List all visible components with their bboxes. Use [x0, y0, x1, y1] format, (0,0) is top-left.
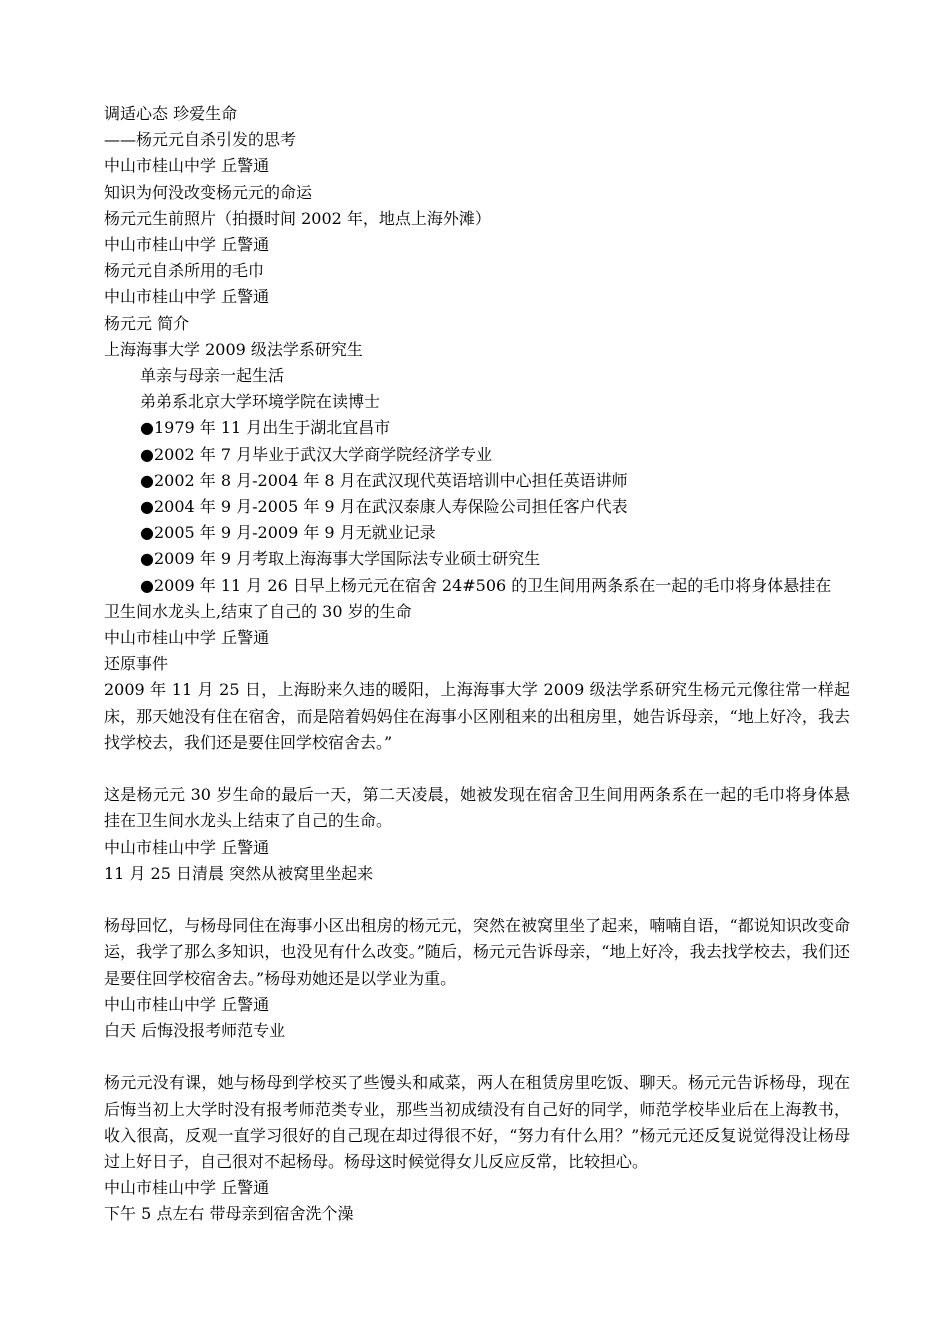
author-line: 中山市桂山中学 丘警通 — [104, 1178, 270, 1198]
author-line: 中山市桂山中学 丘警通 — [104, 156, 270, 176]
photo-caption: 杨元元自杀所用的毛巾 — [104, 261, 265, 281]
section-heading: 知识为何没改变杨元元的命运 — [104, 182, 313, 202]
bullet-item: ●2009 年 9 月考取上海海事大学国际法专业硕士研究生 — [140, 549, 541, 569]
body-paragraph: 这是杨元元 30 岁生命的最后一天，第二天凌晨，她被发现在宿舍卫生间用两条系在一起的毛巾将身体悬挂在卫生间水龙头上结束了自己的生命。 — [104, 785, 850, 831]
profile-line: 弟弟系北京大学环境学院在读博士 — [140, 392, 381, 412]
author-line: 中山市桂山中学 丘警通 — [104, 628, 270, 648]
author-line: 中山市桂山中学 丘警通 — [104, 837, 270, 857]
body-paragraph: 2009 年 11 月 25 日，上海盼来久违的暖阳，上海海事大学 2009 级法学系研究生杨元元像往常一样起床，那天她没有住在宿舍，而是陪着妈妈住在海事小区刚租来的出租房里，她告诉母亲，“地上好冷，我去找学校去，我们还是要住回学校宿舍去。” — [104, 680, 850, 752]
bullet-item: ●2002 年 7 月毕业于武汉大学商学院经济学专业 — [140, 444, 493, 464]
bullet-item-continuation: 卫生间水龙头上,结束了自己的 30 岁的生命 — [104, 601, 412, 621]
document-title: 调适心态 珍爱生命 — [104, 104, 238, 123]
section-heading: 11 月 25 日清晨 突然从被窝里坐起来 — [104, 863, 374, 883]
section-heading: 还原事件 — [104, 654, 169, 674]
section-heading: 白天 后悔没报考师范专业 — [104, 1021, 286, 1041]
section-heading: 杨元元 简介 — [104, 313, 190, 333]
author-line: 中山市桂山中学 丘警通 — [104, 994, 270, 1014]
bullet-item: ●2009 年 11 月 26 日早上杨元元在宿舍 24#506 的卫生间用两条系在一起的毛巾将身体悬挂在 — [140, 575, 832, 595]
author-line: 中山市桂山中学 丘警通 — [104, 287, 270, 307]
bullet-item: ●1979 年 11 月出生于湖北宜昌市 — [140, 418, 391, 438]
author-line: 中山市桂山中学 丘警通 — [104, 235, 270, 255]
bullet-item: ●2005 年 9 月-2009 年 9 月无就业记录 — [140, 523, 436, 543]
document-page — [104, 101, 850, 1228]
section-heading: 下午 5 点左右 带母亲到宿舍洗个澡 — [104, 1204, 354, 1224]
paragraph-gap — [104, 887, 850, 913]
body-paragraph: 杨元元没有课，她与杨母到学校买了些馒头和咸菜，两人在租赁房里吃饭、聊天。杨元元告诉杨母，现在后悔当初上大学时没有报考师范类专业，那些当初成绩没有自己好的同学，师范学校毕业后在上海教书，收入很高，反观一直学习很好的自己现在却过得很不好，“努力有什么用？”杨元元还反复说觉得没让杨母过上好日子，自己很对不起杨母。杨母这时候觉得女儿反应反常，比较担心。 — [104, 1073, 850, 1172]
paragraph-gap — [104, 1044, 850, 1070]
bullet-item: ●2004 年 9 月-2005 年 9 月在武汉泰康人寿保险公司担任客户代表 — [140, 497, 628, 517]
body-paragraph: 杨母回忆，与杨母同住在海事小区出租房的杨元元，突然在被窝里坐了起来，喃喃自语，“都说知识改变命运，我学了那么多知识，也没见有什么改变。”随后，杨元元告诉母亲，“地上好冷，我去找学校去，我们还是要住回学校宿舍去。”杨母劝她还是以学业为重。 — [104, 916, 850, 988]
profile-line: 上海海事大学 2009 级法学系研究生 — [104, 339, 363, 359]
bullet-item: ●2002 年 8 月-2004 年 8 月在武汉现代英语培训中心担任英语讲师 — [140, 470, 628, 490]
profile-line: 单亲与母亲一起生活 — [140, 366, 285, 386]
paragraph-gap — [104, 756, 850, 782]
document-subtitle: ——杨元元自杀引发的思考 — [104, 130, 297, 150]
photo-caption: 杨元元生前照片（拍摄时间 2002 年，地点上海外滩） — [104, 208, 491, 228]
